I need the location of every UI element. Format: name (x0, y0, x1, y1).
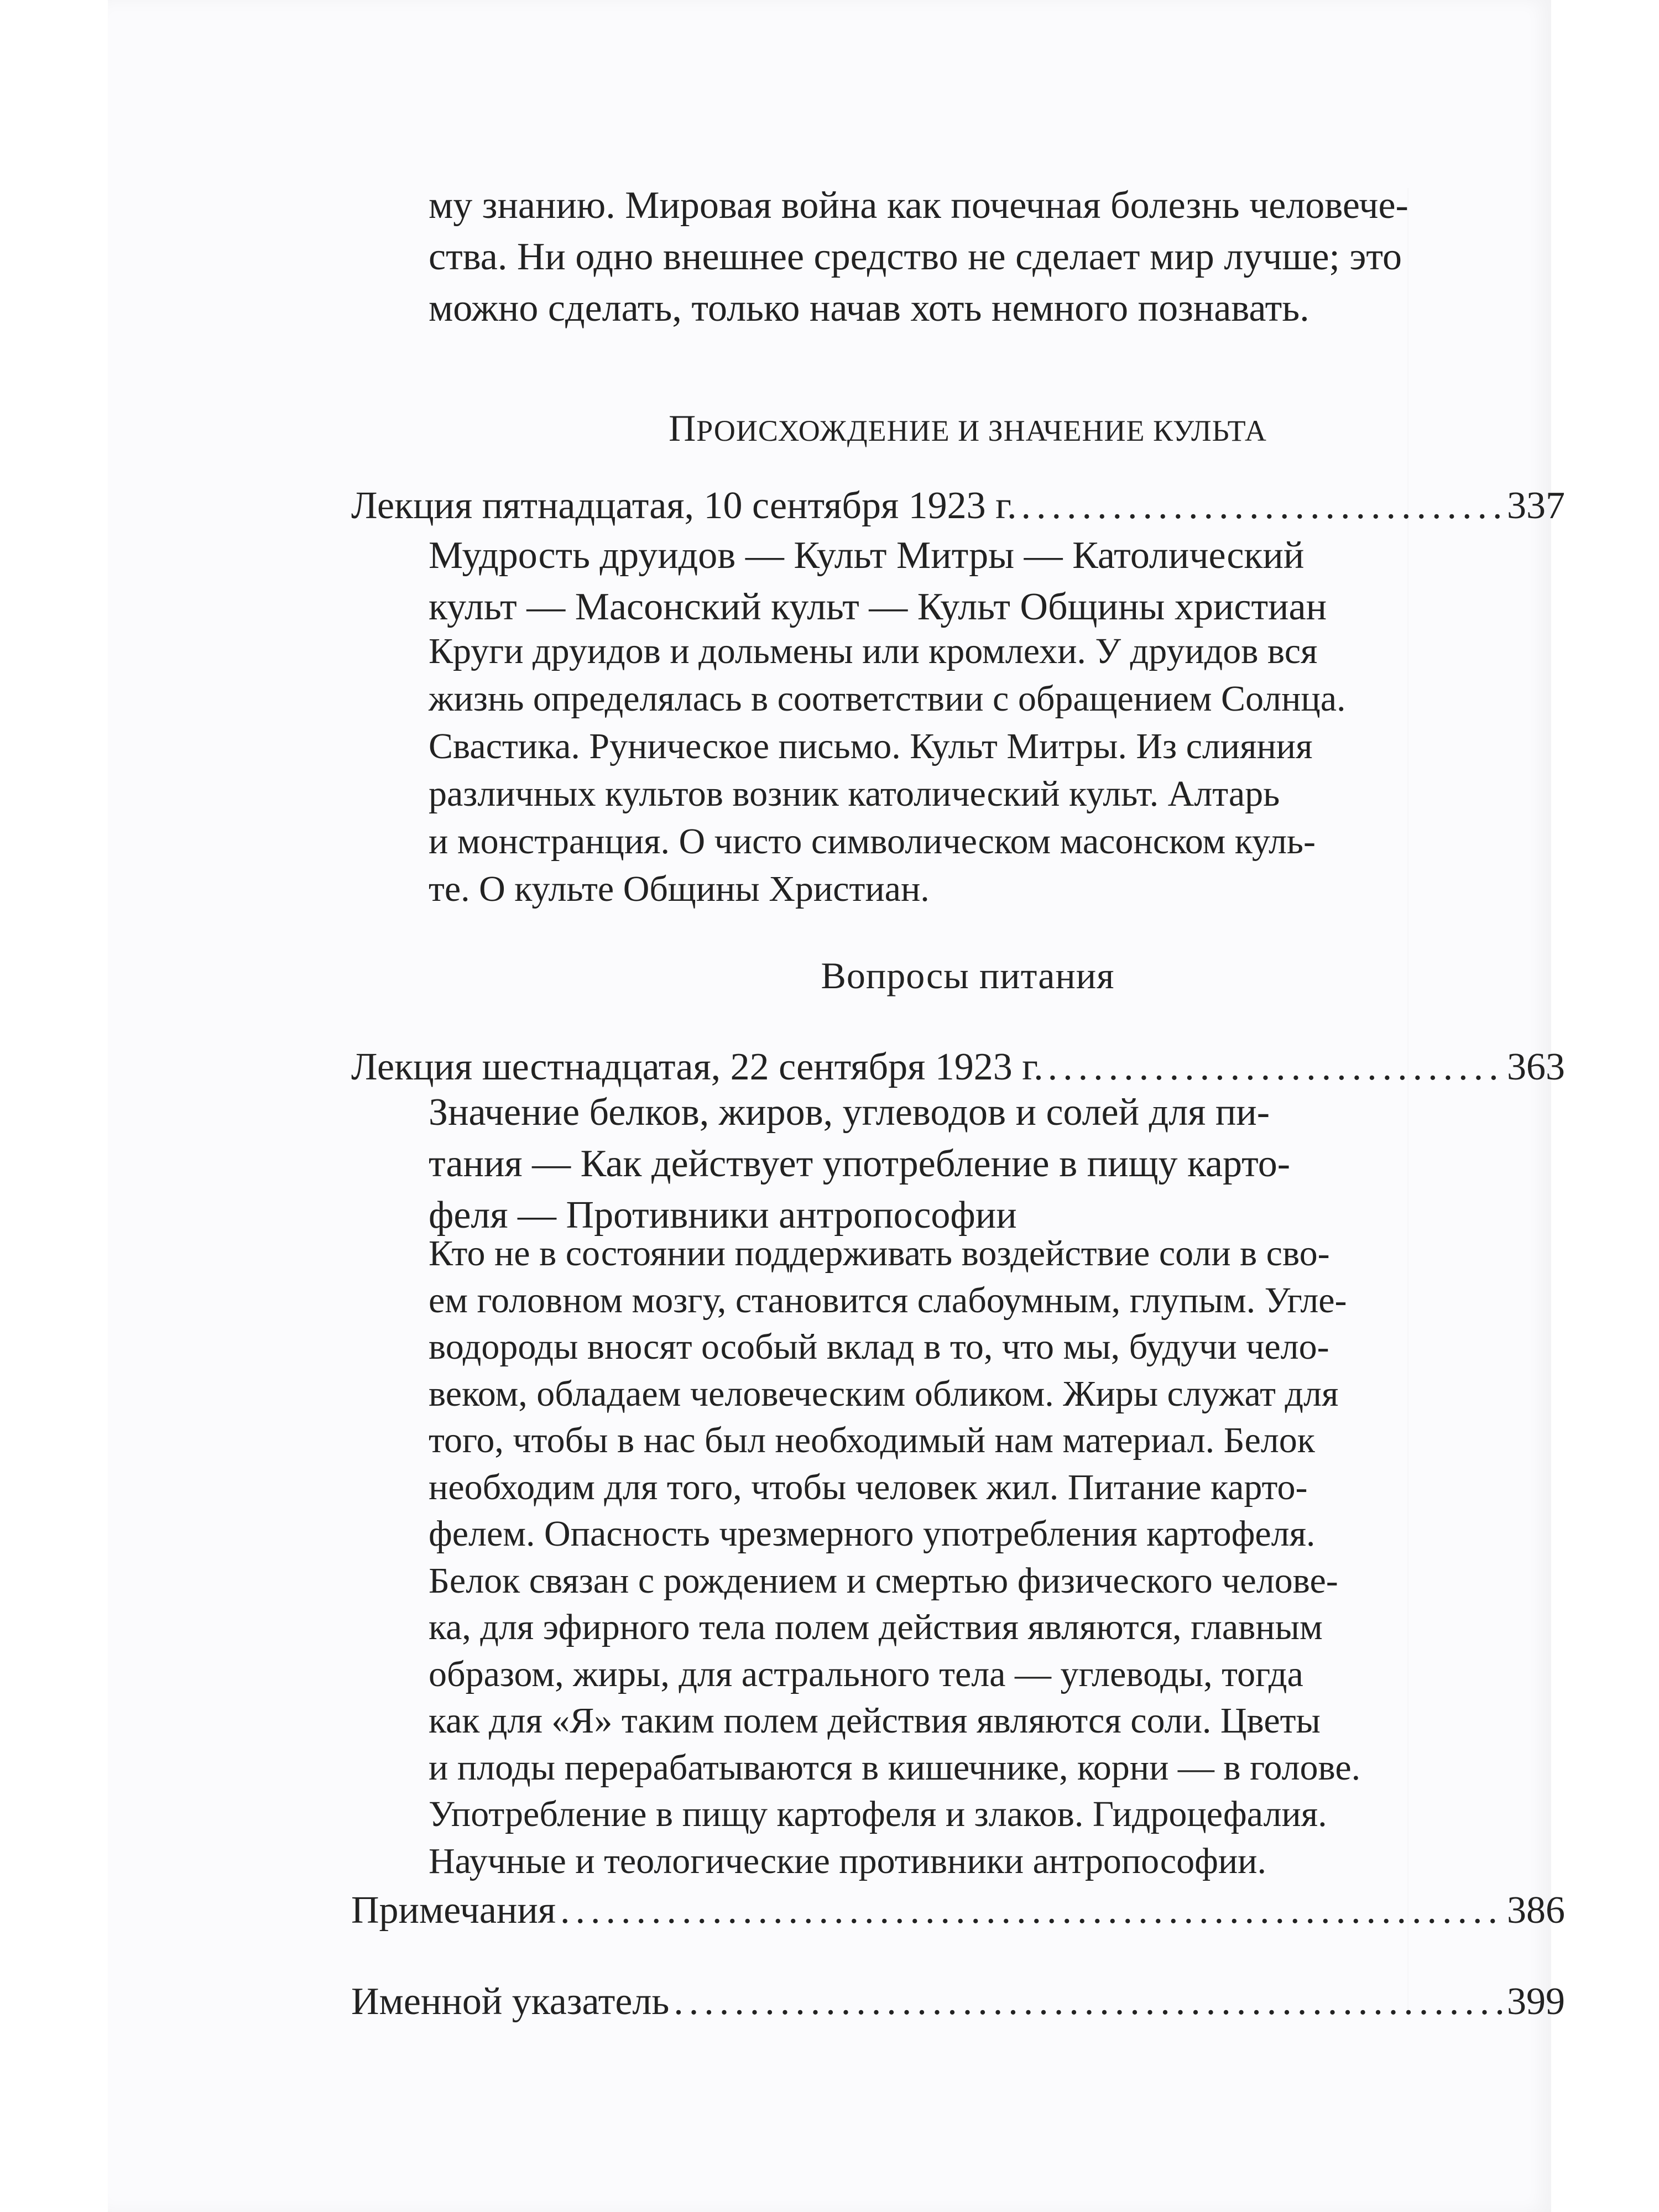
topics-list (429, 1087, 1507, 1241)
text-line: образом, жиры, для астрального тела — углеводы, тогда (429, 1653, 1303, 1694)
text-line: жизнь определялась в соответствии с обращением Солнца. (429, 679, 1346, 719)
toc-entry-page: 363 (1507, 1046, 1565, 1088)
leader-dots (560, 1888, 1503, 1933)
text-line: и плоды перерабатываются в кишечнике, корни — в голове. (429, 1747, 1361, 1788)
intro-paragraph (429, 180, 1507, 334)
text-line: фелем. Опасность чрезмерного употребления картофеля. (429, 1514, 1316, 1554)
text-line: Употребление в пищу картофеля и злаков. Гидроцефалия. (429, 1794, 1327, 1834)
section-heading: Вопросы питания (821, 954, 1115, 997)
text-line: Научные и теологические противники антропософии. (429, 1840, 1267, 1881)
toc-entry[interactable] (351, 484, 1565, 528)
text-line: необходим для того, чтобы человек жил. Питание карто- (429, 1467, 1308, 1507)
text-line: ка, для эфирного тела полем действия являются, главным (429, 1607, 1323, 1647)
text-line: Круги друидов и дольмены или кромлехи. У друидов вся (429, 631, 1318, 671)
toc-entry-index[interactable] (351, 1980, 1565, 2024)
text-line: можно сделать, только начав хоть немного познавать. (429, 287, 1310, 330)
text-line: Белок связан с рождением и смертью физического челове- (429, 1560, 1338, 1601)
toc-entry-title: Именной указатель (351, 1980, 670, 2023)
topics-list (429, 530, 1507, 633)
text-line: веком, обладаем человеческим обликом. Жиры служат для (429, 1373, 1339, 1414)
text-line: Свастика. Руническое письмо. Культ Митры. Из слияния (429, 726, 1313, 766)
text-line: водороды вносят особый вклад в то, что мы, будучи чело- (429, 1327, 1329, 1367)
toc-entry-title: Примечания (351, 1889, 556, 1932)
leader-dots (1048, 1045, 1503, 1089)
text-line: ства. Ни одно внешнее средство не сделает мир лучше; это (429, 236, 1402, 278)
text-line: му знанию. Мировая война как почечная болезнь человече- (429, 184, 1408, 227)
text-line: ем головном мозгу, становится слабоумным, глупым. Угле- (429, 1280, 1347, 1321)
text-line: Значение белков, жиров, углеводов и солей для пи- (429, 1091, 1270, 1134)
book-page (108, 0, 1565, 2212)
text-line: Мудрость друидов — Культ Митры — Католический (429, 534, 1305, 577)
toc-entry-notes[interactable] (351, 1888, 1565, 1933)
text-line: тания — Как действует употребление в пищу карто- (429, 1142, 1291, 1185)
section-heading: ПРОИСХОЖДЕНИЕ И ЗНАЧЕНИЕ КУЛЬТА (669, 407, 1267, 449)
toc-entry-page: 337 (1507, 484, 1565, 527)
toc-entry-page: 386 (1507, 1889, 1565, 1932)
text-line: и монстранция. О чисто символическом масонском куль- (429, 821, 1316, 862)
text-line: того, чтобы в нас был необходимый нам материал. Белок (429, 1420, 1315, 1460)
leader-dots (1021, 484, 1503, 528)
toc-entry-title: Лекция шестнадцатая, 22 сентября 1923 г. (351, 1046, 1044, 1088)
text-line: различных культов возник католический культ. Алтарь (429, 774, 1280, 814)
toc-entry-page: 399 (1507, 1980, 1565, 2023)
toc-entry[interactable] (351, 1045, 1565, 1089)
text-line: те. О культе Общины Христиан. (429, 869, 930, 909)
toc-entry-title: Лекция пятнадцатая, 10 сентября 1923 г. (351, 484, 1017, 527)
summary-paragraph (429, 628, 1507, 913)
text-line: Кто не в состоянии поддерживать воздействие соли в сво- (429, 1233, 1330, 1274)
text-line: культ — Масонский культ — Культ Общины христиан (429, 586, 1327, 628)
leader-dots (674, 1980, 1503, 2024)
text-line: феля — Противники антропософии (429, 1194, 1017, 1237)
text-line: как для «Я» таким полем действия являются соли. Цветы (429, 1700, 1321, 1741)
summary-paragraph (429, 1230, 1507, 1885)
